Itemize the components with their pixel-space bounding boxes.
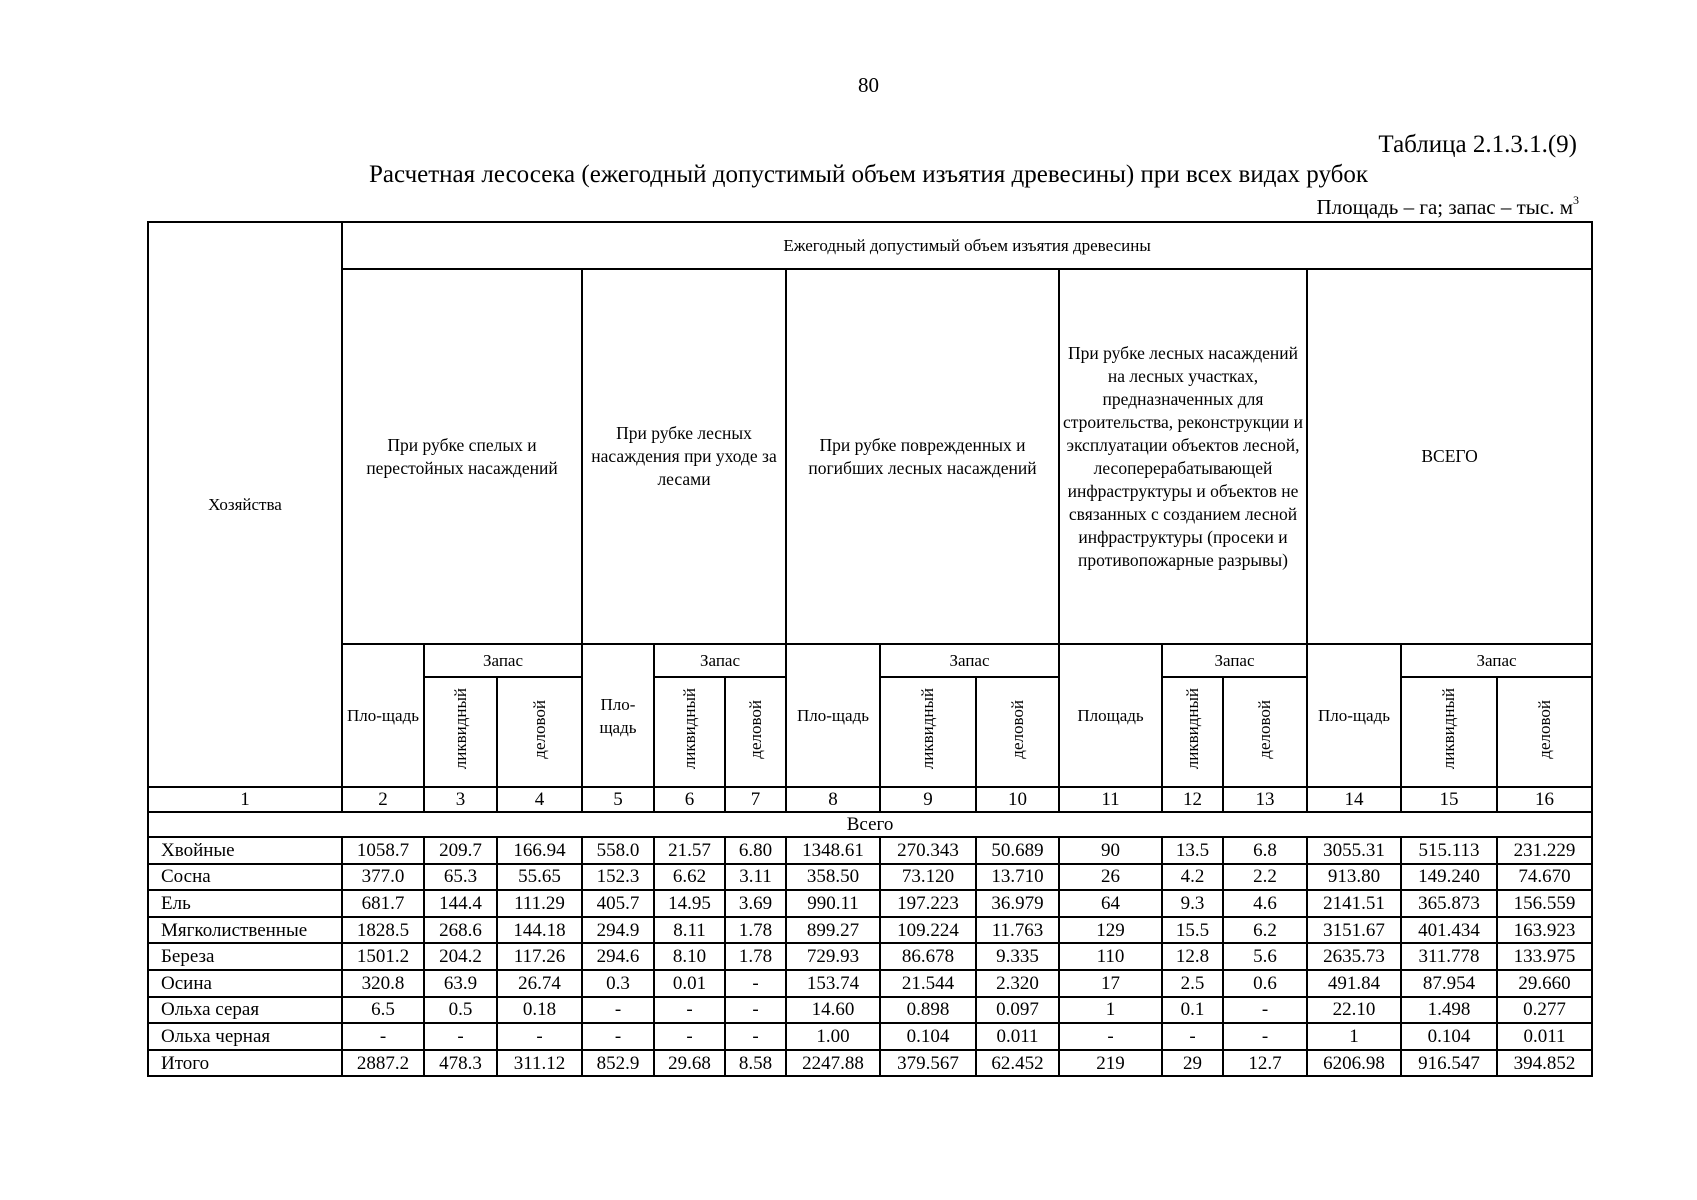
column-number: 16 [1497, 787, 1592, 812]
column-number-row [148, 787, 1592, 812]
row-value: 133.975 [1497, 943, 1592, 970]
column-number: 4 [497, 787, 582, 812]
table-row [148, 837, 1592, 864]
row-value: 5.6 [1223, 943, 1307, 970]
row-value: 0.1 [1162, 997, 1223, 1024]
row-value: 144.18 [497, 917, 582, 944]
units-superscript: 3 [1573, 193, 1579, 207]
row-value: 129 [1059, 917, 1162, 944]
column-number: 13 [1223, 787, 1307, 812]
row-value: 197.223 [880, 890, 976, 917]
header-area: Площадь [1059, 644, 1162, 787]
header-liquid: ликвидный [1439, 688, 1458, 770]
row-value: 1.78 [725, 943, 786, 970]
row-value: 29 [1162, 1050, 1223, 1077]
row-value: - [1162, 1023, 1223, 1050]
row-value: 1.498 [1401, 997, 1497, 1024]
row-value: 8.58 [725, 1050, 786, 1077]
row-value: 209.7 [424, 837, 497, 864]
row-value: - [582, 997, 654, 1024]
row-value: - [725, 997, 786, 1024]
row-value: 14.60 [786, 997, 880, 1024]
units-note [1316, 195, 1579, 220]
row-value: 0.6 [1223, 970, 1307, 997]
row-value: 268.6 [424, 917, 497, 944]
row-value: 899.27 [786, 917, 880, 944]
row-value: 379.567 [880, 1050, 976, 1077]
row-name: Осина [148, 970, 342, 997]
row-value: 156.559 [1497, 890, 1592, 917]
row-value: 2.320 [976, 970, 1059, 997]
row-value: 1501.2 [342, 943, 424, 970]
row-value: 2.5 [1162, 970, 1223, 997]
row-value: 11.763 [976, 917, 1059, 944]
row-value: 219 [1059, 1050, 1162, 1077]
row-value: - [654, 997, 725, 1024]
row-value: 405.7 [582, 890, 654, 917]
row-value: 166.94 [497, 837, 582, 864]
row-value: 4.6 [1223, 890, 1307, 917]
row-name: Хвойные [148, 837, 342, 864]
column-number: 12 [1162, 787, 1223, 812]
header-liquid: ликвидный [679, 688, 699, 770]
row-value: 294.9 [582, 917, 654, 944]
row-value: 73.120 [880, 864, 976, 891]
row-value: 1.00 [786, 1023, 880, 1050]
row-value: 2247.88 [786, 1050, 880, 1077]
row-value: 852.9 [582, 1050, 654, 1077]
row-value: 55.65 [497, 864, 582, 891]
row-value: 29.660 [1497, 970, 1592, 997]
row-value: 6.80 [725, 837, 786, 864]
row-value: 64 [1059, 890, 1162, 917]
row-value: 8.11 [654, 917, 725, 944]
row-value: 0.18 [497, 997, 582, 1024]
row-value: 2635.73 [1307, 943, 1401, 970]
forest-cutting-table [147, 221, 1593, 1077]
column-number: 5 [582, 787, 654, 812]
row-value: 681.7 [342, 890, 424, 917]
row-value: 3055.31 [1307, 837, 1401, 864]
header-area: Пло-щадь [1307, 644, 1401, 787]
row-value: 6.62 [654, 864, 725, 891]
row-value: 6.8 [1223, 837, 1307, 864]
row-value: 394.852 [1497, 1050, 1592, 1077]
table-row [148, 1023, 1592, 1050]
row-value: 2887.2 [342, 1050, 424, 1077]
row-value: - [725, 1023, 786, 1050]
row-value: 358.50 [786, 864, 880, 891]
row-value: 0.104 [880, 1023, 976, 1050]
row-value: - [1223, 997, 1307, 1024]
row-value: 14.95 [654, 890, 725, 917]
row-name: Ель [148, 890, 342, 917]
row-name: Мягколиственные [148, 917, 342, 944]
column-number: 3 [424, 787, 497, 812]
row-value: 109.224 [880, 917, 976, 944]
row-name: Береза [148, 943, 342, 970]
row-value: 152.3 [582, 864, 654, 891]
row-value: 0.5 [424, 997, 497, 1024]
row-value: 149.240 [1401, 864, 1497, 891]
page-number: 80 [858, 73, 879, 97]
row-value: 86.678 [880, 943, 976, 970]
header-business: деловой [1007, 699, 1027, 759]
table-row [148, 890, 1592, 917]
table-number: Таблица 2.1.3.1.(9) [1378, 131, 1577, 158]
header-area: Пло-щадь [582, 644, 654, 787]
row-value: 50.689 [976, 837, 1059, 864]
row-value: 270.343 [880, 837, 976, 864]
header-zapas: Запас [424, 644, 582, 677]
row-value: 29.68 [654, 1050, 725, 1077]
table-row [148, 864, 1592, 891]
row-value: - [497, 1023, 582, 1050]
column-number: 9 [880, 787, 976, 812]
header-business: деловой [1255, 699, 1274, 759]
row-value: 6.5 [342, 997, 424, 1024]
column-number: 15 [1401, 787, 1497, 812]
row-value: 17 [1059, 970, 1162, 997]
row-value: 8.10 [654, 943, 725, 970]
column-number: 6 [654, 787, 725, 812]
row-value: 1058.7 [342, 837, 424, 864]
row-value: 377.0 [342, 864, 424, 891]
column-number: 2 [342, 787, 424, 812]
header-group-damaged: При рубке поврежденных и погибших лесных насаждений [786, 269, 1059, 644]
row-value: 87.954 [1401, 970, 1497, 997]
row-value: 13.5 [1162, 837, 1223, 864]
row-value: 916.547 [1401, 1050, 1497, 1077]
header-liquid-cell [1401, 677, 1497, 787]
row-value: 990.11 [786, 890, 880, 917]
row-value: 6.2 [1223, 917, 1307, 944]
row-value: 90 [1059, 837, 1162, 864]
row-value: - [424, 1023, 497, 1050]
header-liquid-cell [654, 677, 725, 787]
row-value: 3151.67 [1307, 917, 1401, 944]
row-value: 558.0 [582, 837, 654, 864]
row-value: 2141.51 [1307, 890, 1401, 917]
row-value: 1348.61 [786, 837, 880, 864]
header-liquid: ликвидный [1182, 688, 1202, 770]
header-business: деловой [529, 699, 549, 759]
header-group-total: ВСЕГО [1307, 269, 1592, 644]
section-label: Всего [148, 812, 1592, 837]
row-value: 1.78 [725, 917, 786, 944]
row-value: 36.979 [976, 890, 1059, 917]
row-value: 515.113 [1401, 837, 1497, 864]
row-value: 0.011 [1497, 1023, 1592, 1050]
row-value: 21.544 [880, 970, 976, 997]
row-value: - [1223, 1023, 1307, 1050]
row-value: 0.104 [1401, 1023, 1497, 1050]
row-value: 63.9 [424, 970, 497, 997]
row-value: 0.097 [976, 997, 1059, 1024]
row-value: - [342, 1023, 424, 1050]
column-number: 10 [976, 787, 1059, 812]
header-business: деловой [745, 699, 765, 759]
header-area: Пло-щадь [342, 644, 424, 787]
row-name: Сосна [148, 864, 342, 891]
row-name: Ольха черная [148, 1023, 342, 1050]
header-group-mature: При рубке спелых и перестойных насаждений [342, 269, 582, 644]
column-number: 1 [148, 787, 342, 812]
row-value: 9.335 [976, 943, 1059, 970]
row-value: - [1059, 1023, 1162, 1050]
header-zapas: Запас [880, 644, 1059, 677]
header-liquid-cell [424, 677, 497, 787]
header-business: деловой [1534, 699, 1554, 759]
row-value: 110 [1059, 943, 1162, 970]
row-value: 478.3 [424, 1050, 497, 1077]
row-value: 3.11 [725, 864, 786, 891]
row-value: 13.710 [976, 864, 1059, 891]
row-value: 6206.98 [1307, 1050, 1401, 1077]
row-value: 1 [1059, 997, 1162, 1024]
row-value: 365.873 [1401, 890, 1497, 917]
header-business-cell [497, 677, 582, 787]
row-value: 117.26 [497, 943, 582, 970]
table-row [148, 917, 1592, 944]
header-business-cell [1223, 677, 1307, 787]
row-value: 913.80 [1307, 864, 1401, 891]
row-value: 9.3 [1162, 890, 1223, 917]
row-value: - [582, 1023, 654, 1050]
row-value: 144.4 [424, 890, 497, 917]
row-value: 311.12 [497, 1050, 582, 1077]
row-value: 294.6 [582, 943, 654, 970]
table-row [148, 943, 1592, 970]
row-value: 311.778 [1401, 943, 1497, 970]
row-value: 15.5 [1162, 917, 1223, 944]
table-row [148, 997, 1592, 1024]
row-name: Итого [148, 1050, 342, 1077]
row-value: 1828.5 [342, 917, 424, 944]
header-business-cell [976, 677, 1059, 787]
header-farms: Хозяйства [148, 222, 342, 787]
header-zapas: Запас [654, 644, 786, 677]
header-annual: Ежегодный допустимый объем изъятия древесины [342, 222, 1592, 269]
row-value: 729.93 [786, 943, 880, 970]
column-number: 14 [1307, 787, 1401, 812]
row-value: 12.7 [1223, 1050, 1307, 1077]
row-value: 0.898 [880, 997, 976, 1024]
column-number: 11 [1059, 787, 1162, 812]
row-value: 4.2 [1162, 864, 1223, 891]
row-value: 231.229 [1497, 837, 1592, 864]
row-value: 401.434 [1401, 917, 1497, 944]
row-value: 320.8 [342, 970, 424, 997]
row-value: 2.2 [1223, 864, 1307, 891]
row-value: 0.01 [654, 970, 725, 997]
row-value: - [725, 970, 786, 997]
row-value: 153.74 [786, 970, 880, 997]
header-liquid: ликвидный [450, 688, 470, 770]
units-text: Площадь – га; запас – тыс. м [1316, 195, 1573, 219]
header-zapas: Запас [1401, 644, 1592, 677]
column-number: 8 [786, 787, 880, 812]
row-name: Ольха серая [148, 997, 342, 1024]
header-liquid: ликвидный [918, 688, 937, 770]
row-value: 204.2 [424, 943, 497, 970]
row-value: 111.29 [497, 890, 582, 917]
row-value: 163.923 [1497, 917, 1592, 944]
row-value: 21.57 [654, 837, 725, 864]
row-value: - [654, 1023, 725, 1050]
row-value: 26 [1059, 864, 1162, 891]
row-value: 0.011 [976, 1023, 1059, 1050]
row-value: 0.3 [582, 970, 654, 997]
row-value: 491.84 [1307, 970, 1401, 997]
header-group-care: При рубке лесных насаждения при уходе за лесами [582, 269, 786, 644]
header-area: Пло-щадь [786, 644, 880, 787]
row-value: 3.69 [725, 890, 786, 917]
header-group-construction: При рубке лесных насаждений на лесных участках, предназначенных для строительства, реконструкции и эксплуатации объектов лесной, лесоперерабатывающей инфраструктуры и объектов не связанных с созданием лесной инфраструктуры (просеки и противопожарные разрывы) [1059, 269, 1307, 644]
header-business-cell [1497, 677, 1592, 787]
column-number: 7 [725, 787, 786, 812]
header-business-cell [725, 677, 786, 787]
row-value: 22.10 [1307, 997, 1401, 1024]
header-liquid-cell [1162, 677, 1223, 787]
table-title: Расчетная лесосека (ежегодный допустимый объем изъятия древесины) при всех видах рубок [368, 161, 1369, 188]
header-zapas: Запас [1162, 644, 1307, 677]
row-value: 62.452 [976, 1050, 1059, 1077]
row-value: 1 [1307, 1023, 1401, 1050]
header-liquid-cell [880, 677, 976, 787]
table-row [148, 970, 1592, 997]
row-value: 74.670 [1497, 864, 1592, 891]
table-row [148, 1050, 1592, 1077]
row-value: 26.74 [497, 970, 582, 997]
row-value: 0.277 [1497, 997, 1592, 1024]
row-value: 65.3 [424, 864, 497, 891]
row-value: 12.8 [1162, 943, 1223, 970]
